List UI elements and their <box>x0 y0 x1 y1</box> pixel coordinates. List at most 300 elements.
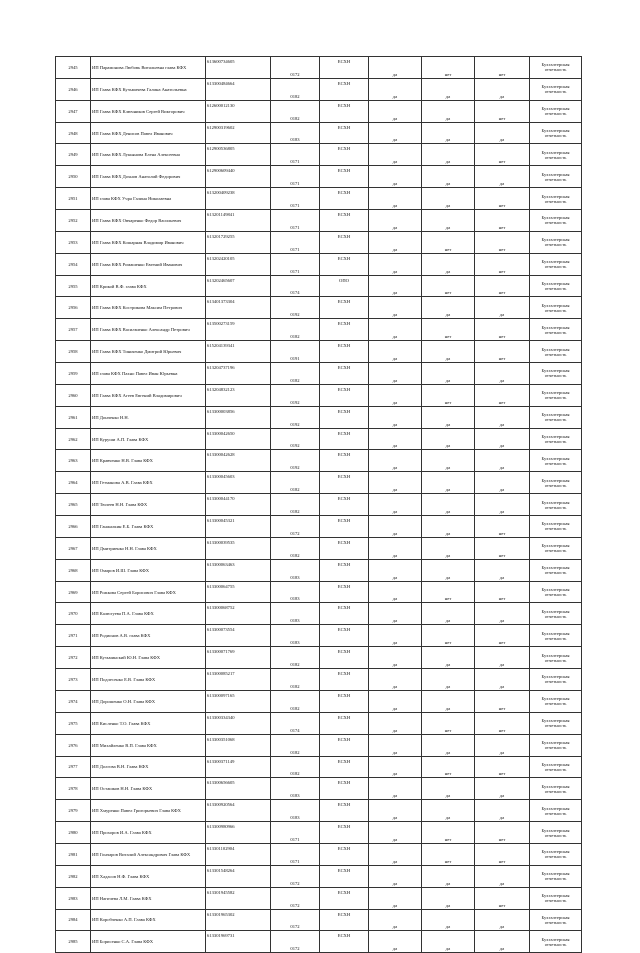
inn-number-cell: 612900609440 <box>206 166 271 188</box>
tax-regime-cell: ЕСХН <box>320 78 369 100</box>
inn-number-cell: 613301548264 <box>206 865 271 887</box>
row-number-cell: 2969 <box>56 581 91 603</box>
inn-number-cell: 613300045321 <box>206 516 271 538</box>
flag-column-2-cell: да <box>422 341 475 363</box>
flag-column-3-cell: да <box>475 122 530 144</box>
flag-column-3-cell: нет <box>475 625 530 647</box>
flag-column-1-cell: да <box>369 559 422 581</box>
flag-column-1-cell: да <box>369 384 422 406</box>
table-row <box>56 843 582 865</box>
entrepreneur-name-cell: ИП Кравченко Н.В. Глава КФХ <box>91 450 206 472</box>
tax-regime-cell: ЕСХН <box>320 428 369 450</box>
flag-column-2-cell: да <box>422 559 475 581</box>
flag-column-1-cell: да <box>369 78 422 100</box>
row-number-cell: 2946 <box>56 78 91 100</box>
row-number-cell: 2978 <box>56 778 91 800</box>
inn-number-cell: 613300085217 <box>206 669 271 691</box>
inn-number-cell: 613301102904 <box>206 843 271 865</box>
report-type-cell: Бухгалтерская отчетность <box>530 800 582 822</box>
row-number-cell: 2967 <box>56 537 91 559</box>
entrepreneur-name-cell: ИП Нагичева Л.М. Глава КФХ <box>91 887 206 909</box>
inn-number-cell: 612900536805 <box>206 144 271 166</box>
flag-column-1-cell: да <box>369 843 422 865</box>
flag-column-1-cell: да <box>369 428 422 450</box>
tax-regime-cell: ЕСХН <box>320 122 369 144</box>
okved-code-cell: 0192 <box>271 450 320 472</box>
entrepreneur-name-cell: ИП Михайленко В.П. Глава КФХ <box>91 734 206 756</box>
tax-regime-cell: ЕСХН <box>320 297 369 319</box>
report-type-cell: Бухгалтерская отчетность <box>530 581 582 603</box>
flag-column-3-cell: да <box>475 78 530 100</box>
row-number-cell: 2963 <box>56 450 91 472</box>
entrepreneur-name-cell: ИП глава КФХ Учра Галина Николаевна <box>91 188 206 210</box>
tax-regime-cell: ЕСХН <box>320 341 369 363</box>
row-number-cell: 2957 <box>56 319 91 341</box>
tax-regime-cell: ЕСХН <box>320 188 369 210</box>
table-row <box>56 887 582 909</box>
okved-code-cell: 0182 <box>271 690 320 712</box>
inn-number-cell: 613300068752 <box>206 603 271 625</box>
okved-code-cell: 0183 <box>271 800 320 822</box>
registry-table-body <box>56 57 582 953</box>
row-number-cell: 2951 <box>56 188 91 210</box>
flag-column-1-cell: да <box>369 756 422 778</box>
tax-regime-cell: ЕСХН <box>320 778 369 800</box>
okved-code-cell: 0171 <box>271 144 320 166</box>
flag-column-2-cell: да <box>422 363 475 385</box>
inn-number-cell: 613301965302 <box>206 909 271 931</box>
table-row <box>56 231 582 253</box>
flag-column-2-cell: да <box>422 297 475 319</box>
table-row <box>56 100 582 122</box>
row-number-cell: 2952 <box>56 210 91 232</box>
report-type-cell: Бухгалтерская отчетность <box>530 472 582 494</box>
row-number-cell: 2956 <box>56 297 91 319</box>
flag-column-3-cell: нет <box>475 319 530 341</box>
tax-regime-cell: ЕСХН <box>320 144 369 166</box>
inn-number-cell: 613202420105 <box>206 253 271 275</box>
okved-code-cell: 0183 <box>271 122 320 144</box>
flag-column-1-cell: да <box>369 931 422 953</box>
table-row <box>56 516 582 538</box>
inn-number-cell: 613300484664 <box>206 78 271 100</box>
row-number-cell: 2960 <box>56 384 91 406</box>
row-number-cell: 2964 <box>56 472 91 494</box>
entrepreneur-name-cell: ИП Гетманова А.В. Глава КФХ <box>91 472 206 494</box>
report-type-cell: Бухгалтерская отчетность <box>530 756 582 778</box>
okved-code-cell: 0172 <box>271 865 320 887</box>
entrepreneur-name-cell: ИП Глава КФХ Ромашенко Евгений Иванович <box>91 253 206 275</box>
table-row <box>56 909 582 931</box>
tax-regime-cell: ЕСХН <box>320 581 369 603</box>
flag-column-3-cell: нет <box>475 341 530 363</box>
entrepreneur-name-cell: ИП Родионов А.В. глава КФХ <box>91 625 206 647</box>
row-number-cell: 2984 <box>56 909 91 931</box>
flag-column-2-cell: да <box>422 734 475 756</box>
flag-column-2-cell: да <box>422 931 475 953</box>
flag-column-3-cell: да <box>475 297 530 319</box>
tax-regime-cell: ЕСХН <box>320 931 369 953</box>
inn-number-cell: 613300656605 <box>206 778 271 800</box>
okved-code-cell: 0171 <box>271 822 320 844</box>
row-number-cell: 2953 <box>56 231 91 253</box>
inn-number-cell: 613300334340 <box>206 712 271 734</box>
flag-column-2-cell: да <box>422 253 475 275</box>
report-type-cell: Бухгалтерская отчетность <box>530 843 582 865</box>
row-number-cell: 2973 <box>56 669 91 691</box>
flag-column-1-cell: да <box>369 712 422 734</box>
flag-column-2-cell: нет <box>422 319 475 341</box>
table-row <box>56 669 582 691</box>
report-type-cell: Бухгалтерская отчетность <box>530 384 582 406</box>
table-row <box>56 363 582 385</box>
flag-column-2-cell: да <box>422 210 475 232</box>
table-row <box>56 57 582 79</box>
table-row <box>56 690 582 712</box>
row-number-cell: 2981 <box>56 843 91 865</box>
flag-column-1-cell: да <box>369 406 422 428</box>
tax-regime-cell: ЕСХН <box>320 887 369 909</box>
report-type-cell: Бухгалтерская отчетность <box>530 450 582 472</box>
flag-column-3-cell: нет <box>475 887 530 909</box>
report-type-cell: Бухгалтерская отчетность <box>530 166 582 188</box>
table-row <box>56 406 582 428</box>
table-row <box>56 319 582 341</box>
inn-number-cell: 613301945582 <box>206 887 271 909</box>
row-number-cell: 2971 <box>56 625 91 647</box>
tax-regime-cell: ЕСХН <box>320 712 369 734</box>
flag-column-3-cell: нет <box>475 100 530 122</box>
flag-column-3-cell: нет <box>475 57 530 79</box>
flag-column-2-cell: нет <box>422 712 475 734</box>
flag-column-1-cell: да <box>369 800 422 822</box>
entrepreneur-name-cell: ИП Гончаров Виталий Александрович Глава КФХ <box>91 843 206 865</box>
table-row <box>56 931 582 953</box>
okved-code-cell: 0182 <box>271 647 320 669</box>
report-type-cell: Бухгалтерская отчетность <box>530 603 582 625</box>
tax-regime-cell: ЕСХН <box>320 319 369 341</box>
flag-column-2-cell: да <box>422 909 475 931</box>
okved-code-cell: 0182 <box>271 78 320 100</box>
table-row <box>56 778 582 800</box>
tax-regime-cell: ЕСХН <box>320 603 369 625</box>
report-type-cell: Бухгалтерская отчетность <box>530 210 582 232</box>
inn-number-cell: 613401373304 <box>206 297 271 319</box>
flag-column-2-cell: нет <box>422 231 475 253</box>
inn-number-cell: 613201149841 <box>206 210 271 232</box>
table-row <box>56 188 582 210</box>
flag-column-1-cell: да <box>369 625 422 647</box>
flag-column-1-cell: да <box>369 909 422 931</box>
table-row <box>56 253 582 275</box>
report-type-cell: Бухгалтерская отчетность <box>530 712 582 734</box>
okved-code-cell: 0182 <box>271 363 320 385</box>
flag-column-1-cell: да <box>369 581 422 603</box>
flag-column-2-cell: да <box>422 450 475 472</box>
entrepreneur-name-cell: ИП глава КФХ Пахно Павел Иван Юрьевна <box>91 363 206 385</box>
flag-column-1-cell: да <box>369 887 422 909</box>
report-type-cell: Бухгалтерская отчетность <box>530 778 582 800</box>
inn-number-cell: 612600012130 <box>206 100 271 122</box>
flag-column-1-cell: да <box>369 734 422 756</box>
flag-column-3-cell: да <box>475 647 530 669</box>
flag-column-1-cell: да <box>369 253 422 275</box>
inn-number-cell: 613300980966 <box>206 822 271 844</box>
entrepreneur-name-cell: ИП Подлесенко Е.В. Глава КФХ <box>91 669 206 691</box>
entrepreneur-name-cell: ИП Хмуренко Павел Григорьевич Глава КФХ <box>91 800 206 822</box>
flag-column-3-cell: да <box>475 450 530 472</box>
report-type-cell: Бухгалтерская отчетность <box>530 253 582 275</box>
flag-column-2-cell: да <box>422 778 475 800</box>
flag-column-2-cell: да <box>422 78 475 100</box>
tax-regime-cell: ЕСХН <box>320 647 369 669</box>
flag-column-3-cell: да <box>475 472 530 494</box>
inn-number-cell: 613300042628 <box>206 450 271 472</box>
report-type-cell: Бухгалтерская отчетность <box>530 931 582 953</box>
flag-column-3-cell: нет <box>475 581 530 603</box>
flag-column-2-cell: да <box>422 406 475 428</box>
inn-number-cell: 613300045603 <box>206 472 271 494</box>
okved-code-cell: 0174 <box>271 712 320 734</box>
okved-code-cell: 0171 <box>271 210 320 232</box>
entrepreneur-name-cell: ИП Омаров И.Ш. Глава КФХ <box>91 559 206 581</box>
flag-column-2-cell: да <box>422 865 475 887</box>
inn-number-cell: 613300920564 <box>206 800 271 822</box>
row-number-cell: 2972 <box>56 647 91 669</box>
entrepreneur-name-cell: ИП Кисленко Т.О. Глава КФХ <box>91 712 206 734</box>
inn-number-cell: 613300071769 <box>206 647 271 669</box>
row-number-cell: 2959 <box>56 363 91 385</box>
table-row <box>56 144 582 166</box>
okved-code-cell: 0182 <box>271 100 320 122</box>
report-type-cell: Бухгалтерская отчетность <box>530 363 582 385</box>
okved-code-cell: 0174 <box>271 275 320 297</box>
inn-number-cell: 615204139341 <box>206 341 271 363</box>
flag-column-3-cell: да <box>475 734 530 756</box>
row-number-cell: 2947 <box>56 100 91 122</box>
table-row <box>56 210 582 232</box>
flag-column-1-cell: да <box>369 319 422 341</box>
flag-column-1-cell: да <box>369 647 422 669</box>
tax-regime-cell: ЕСХН <box>320 625 369 647</box>
flag-column-1-cell: да <box>369 144 422 166</box>
flag-column-1-cell: да <box>369 231 422 253</box>
flag-column-1-cell: да <box>369 100 422 122</box>
report-type-cell: Бухгалтерская отчетность <box>530 297 582 319</box>
flag-column-3-cell: нет <box>475 537 530 559</box>
flag-column-3-cell: нет <box>475 144 530 166</box>
flag-column-2-cell: нет <box>422 843 475 865</box>
table-row <box>56 559 582 581</box>
report-type-cell: Бухгалтерская отчетность <box>530 188 582 210</box>
flag-column-1-cell: да <box>369 166 422 188</box>
tax-regime-cell: ЕСХН <box>320 57 369 79</box>
okved-code-cell: 0172 <box>271 909 320 931</box>
entrepreneur-name-cell: ИП Коробченко А.П. Глава КФХ <box>91 909 206 931</box>
flag-column-3-cell: да <box>475 669 530 691</box>
flag-column-3-cell: да <box>475 428 530 450</box>
flag-column-1-cell: да <box>369 822 422 844</box>
entrepreneur-name-cell: ИП Глава КФХ Кузьмичева Галина Анатольевна <box>91 78 206 100</box>
report-type-cell: Бухгалтерская отчетность <box>530 341 582 363</box>
table-row <box>56 472 582 494</box>
flag-column-2-cell: нет <box>422 625 475 647</box>
flag-column-3-cell: да <box>475 559 530 581</box>
tax-regime-cell: ЕСХН <box>320 384 369 406</box>
entrepreneur-name-cell: ИП Донченко Н.Н. <box>91 406 206 428</box>
flag-column-3-cell: да <box>475 166 530 188</box>
entrepreneur-name-cell: ИП Прохоров И.А. Глава КФХ <box>91 822 206 844</box>
inn-number-cell: 613300063463 <box>206 559 271 581</box>
tax-regime-cell: ЕСХН <box>320 734 369 756</box>
table-row <box>56 800 582 822</box>
flag-column-3-cell: нет <box>475 275 530 297</box>
entrepreneur-name-cell: ИП Глава КФХ Ключников Сергей Викторович <box>91 100 206 122</box>
tax-regime-cell: ЕСХН <box>320 909 369 931</box>
inn-number-cell: 613300371149 <box>206 756 271 778</box>
flag-column-3-cell: да <box>475 865 530 887</box>
table-row <box>56 581 582 603</box>
entrepreneur-name-cell: ИП Дорошенко О.Н. Глава КФХ <box>91 690 206 712</box>
row-number-cell: 2950 <box>56 166 91 188</box>
flag-column-2-cell: да <box>422 516 475 538</box>
entrepreneur-name-cell: ИП Глава КФХ Дохнов Анатолий Федорович <box>91 166 206 188</box>
table-row <box>56 712 582 734</box>
flag-column-1-cell: да <box>369 122 422 144</box>
flag-column-1-cell: да <box>369 297 422 319</box>
flag-column-1-cell: да <box>369 188 422 210</box>
report-type-cell: Бухгалтерская отчетность <box>530 100 582 122</box>
okved-code-cell: 0183 <box>271 778 320 800</box>
entrepreneur-name-cell: ИП Глава КФХ Денисов Павел Иванович <box>91 122 206 144</box>
okved-code-cell: 0183 <box>271 625 320 647</box>
flag-column-3-cell: нет <box>475 231 530 253</box>
flag-column-2-cell: да <box>422 647 475 669</box>
row-number-cell: 2970 <box>56 603 91 625</box>
entrepreneur-name-cell: ИП Осташков Н.Н. Глава КФХ <box>91 778 206 800</box>
flag-column-3-cell: да <box>475 800 530 822</box>
tax-regime-cell: ЕСХН <box>320 406 369 428</box>
flag-column-1-cell: да <box>369 450 422 472</box>
okved-code-cell: 0182 <box>271 669 320 691</box>
inn-number-cell: 613201729255 <box>206 231 271 253</box>
entrepreneur-name-cell: ИП Куруши А.П. Глава КФХ <box>91 428 206 450</box>
entrepreneur-name-cell: ИП Рожкова Сергей Борисович Глава КФХ <box>91 581 206 603</box>
inn-number-cell: 613200409238 <box>206 188 271 210</box>
report-type-cell: Бухгалтерская отчетность <box>530 887 582 909</box>
flag-column-3-cell: нет <box>475 690 530 712</box>
row-number-cell: 2968 <box>56 559 91 581</box>
entrepreneur-name-cell: ИП Тюлеев Н.Н. Глава КФХ <box>91 494 206 516</box>
flag-column-1-cell: да <box>369 210 422 232</box>
tax-regime-cell: ЕСХН <box>320 494 369 516</box>
flag-column-2-cell: да <box>422 100 475 122</box>
okved-code-cell: 0192 <box>271 384 320 406</box>
flag-column-2-cell: да <box>422 166 475 188</box>
row-number-cell: 2982 <box>56 865 91 887</box>
table-row <box>56 822 582 844</box>
flag-column-2-cell: нет <box>422 275 475 297</box>
flag-column-3-cell: нет <box>475 843 530 865</box>
entrepreneur-name-cell: ИП Глава КФХ Васильченко Александр Петрович <box>91 319 206 341</box>
report-type-cell: Бухгалтерская отчетность <box>530 144 582 166</box>
table-row <box>56 166 582 188</box>
row-number-cell: 2979 <box>56 800 91 822</box>
okved-code-cell: 0171 <box>271 253 320 275</box>
entrepreneur-name-cell: ИП Кузьминский Ю.Н. Глава КФХ <box>91 647 206 669</box>
table-row <box>56 341 582 363</box>
flag-column-1-cell: да <box>369 57 422 79</box>
flag-column-2-cell: да <box>422 122 475 144</box>
tax-regime-cell: ЕСХН <box>320 559 369 581</box>
report-type-cell: Бухгалтерская отчетность <box>530 559 582 581</box>
flag-column-3-cell: да <box>475 603 530 625</box>
flag-column-2-cell: да <box>422 690 475 712</box>
table-row <box>56 450 582 472</box>
tax-regime-cell: ЕСХН <box>320 210 369 232</box>
entrepreneur-name-cell: ИП Борисенко С.А. Глава КФХ <box>91 931 206 953</box>
registry-sheet <box>55 56 570 953</box>
flag-column-2-cell: да <box>422 144 475 166</box>
inn-number-cell: 613300042650 <box>206 428 271 450</box>
okved-code-cell: 0183 <box>271 603 320 625</box>
flag-column-1-cell: да <box>369 690 422 712</box>
flag-column-3-cell: нет <box>475 516 530 538</box>
row-number-cell: 2948 <box>56 122 91 144</box>
flag-column-2-cell: да <box>422 472 475 494</box>
tax-regime-cell: ЕСХН <box>320 166 369 188</box>
okved-code-cell: 0183 <box>271 581 320 603</box>
flag-column-2-cell: да <box>422 494 475 516</box>
inn-number-cell: 613301969731 <box>206 931 271 953</box>
flag-column-1-cell: да <box>369 669 422 691</box>
table-row <box>56 625 582 647</box>
tax-regime-cell: ЕСХН <box>320 253 369 275</box>
entrepreneur-name-cell: ИП Глава КФХ Тиньченко Дмитрий Юрьевич <box>91 341 206 363</box>
okved-code-cell: 0182 <box>271 537 320 559</box>
report-type-cell: Бухгалтерская отчетность <box>530 231 582 253</box>
table-row <box>56 494 582 516</box>
table-row <box>56 275 582 297</box>
row-number-cell: 2983 <box>56 887 91 909</box>
row-number-cell: 2961 <box>56 406 91 428</box>
tax-regime-cell: ЕСХН <box>320 537 369 559</box>
report-type-cell: Бухгалтерская отчетность <box>530 625 582 647</box>
report-type-cell: Бухгалтерская отчетность <box>530 516 582 538</box>
okved-code-cell: 0171 <box>271 188 320 210</box>
row-number-cell: 2949 <box>56 144 91 166</box>
okved-code-cell: 0182 <box>271 734 320 756</box>
report-type-cell: Бухгалтерская отчетность <box>530 275 582 297</box>
table-row <box>56 756 582 778</box>
okved-code-cell: 0192 <box>271 406 320 428</box>
table-row <box>56 78 582 100</box>
entrepreneur-name-cell: ИП Глава КФХ Лукьянова Елена Алексеевна <box>91 144 206 166</box>
table-row <box>56 647 582 669</box>
inn-number-cell: 613500273159 <box>206 319 271 341</box>
tax-regime-cell: ЕСХН <box>320 800 369 822</box>
table-row <box>56 384 582 406</box>
flag-column-2-cell: нет <box>422 57 475 79</box>
inn-number-cell: 613300351068 <box>206 734 271 756</box>
flag-column-3-cell: нет <box>475 822 530 844</box>
flag-column-1-cell: да <box>369 537 422 559</box>
flag-column-2-cell: нет <box>422 384 475 406</box>
table-row <box>56 734 582 756</box>
report-type-cell: Бухгалтерская отчетность <box>530 122 582 144</box>
tax-regime-cell: ЕСХН <box>320 865 369 887</box>
report-type-cell: Бухгалтерская отчетность <box>530 822 582 844</box>
